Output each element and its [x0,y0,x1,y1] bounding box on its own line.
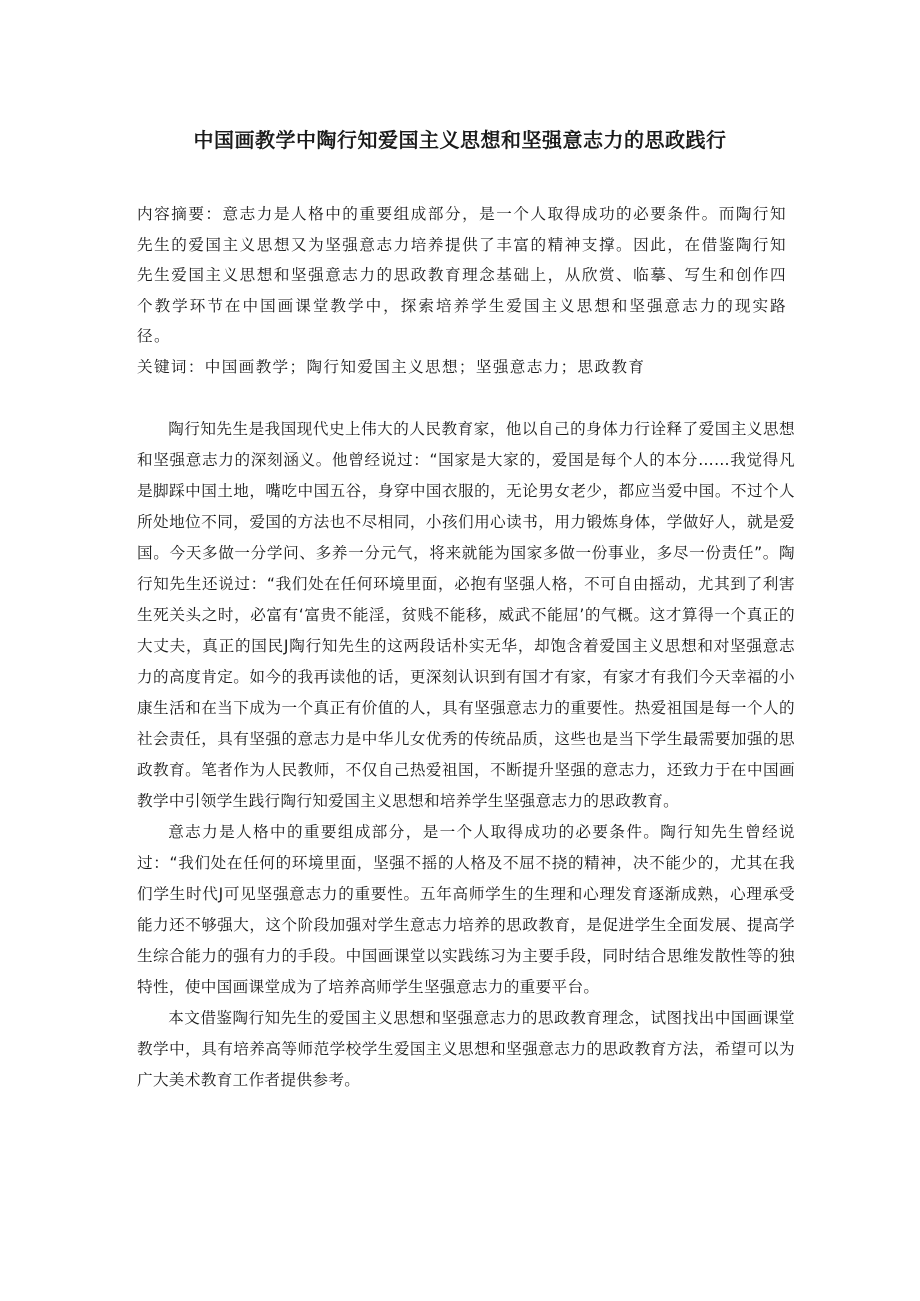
body-paragraph-2: 意志力是人格中的重要组成部分，是一个人取得成功的必要条件。陶行知先生曾经说过：“我们处在任何的环境里面，坚强不摇的人格及不屈不挠的精神，决不能少的，尤其在我们学生时代J可见坚强意志力的重要性。五年高师学生的生理和心理发育逐渐成熟，心理承受能力还不够强大，这个阶段加强对学生意志力培养的思政教育，是促进学生全面发展、提高学生综合能力的强有力的手段。中国画课堂以实践练习为主要手段，同时结合思维发散性等的独特性，使中国画课堂成为了培养高师学生坚强意志力的重要平台。 [137,823,795,996]
document-title: 中国画教学中陶行知爱国主义思想和坚强意志力的思政践行 [193,128,727,153]
abstract-text: 内容摘要：意志力是人格中的重要组成部分，是一个人取得成功的必要条件。而陶行知先生的爱国主义思想又为坚强意志力培养提供了丰富的精神支撑。因此，在借鉴陶行知先生爱国主义思想和坚强意志力的思政教育理念基础上，从欣赏、临摹、写生和创作四个教学环节在中国画课堂教学中，探索培养学生爱国主义思想和坚强意志力的现实路径。 [137,205,787,345]
body-paragraph-3: 本文借鉴陶行知先生的爱国主义思想和坚强意志力的思政教育理念，试图找出中国画课堂教学中，具有培养高等师范学校学生爱国主义思想和坚强意志力的思政教育方法，希望可以为广大美术教育工作者提供参考。 [137,1009,795,1089]
abstract-section [137,199,787,382]
body-paragraph-1: 陶行知先生是我国现代史上伟大的人民教育家，他以自己的身体力行诠释了爱国主义思想和坚强意志力的深刻涵义。他曾经说过：“国家是大家的，爱国是每个人的本分……我觉得凡是脚踩中国土地，嘴吃中国五谷，身穿中国衣服的，无论男女老少，都应当爱中国。不过个人所处地位不同，爱国的方法也不尽相同，小孩们用心读书，用力锻炼身体，学做好人，就是爱国。今天多做一分学问、多养一分元气，将来就能为国家多做一份事业，多尽一份责任”。陶行知先生还说过：“我们处在任何环境里面，必抱有坚强人格，不可自由摇动，尤其到了利害生死关头之时，必富有‘富贵不能淫，贫贱不能移，威武不能屈’的气概。这才算得一个真正的大丈夫，真正的国民J陶行知先生的这两段话朴实无华，却饱含着爱国主义思想和对坚强意志力的高度肯定。如今的我再读他的话，更深刻认识到有国才有家，有家才有我们今天幸福的小康生活和在当下成为一个真正有价值的人，具有坚强意志力的重要性。热爱祖国是每一个人的社会责任，具有坚强的意志力是中华儿女优秀的传统品质，这些也是当下学生最需要加强的思政教育。笔者作为人民教师，不仅自己热爱祖国，不断提升坚强的意志力，还致力于在中国画教学中引领学生践行陶行知爱国主义思想和培养学生坚强意志力的思政教育。 [137,420,795,810]
keywords-text: 关键词：中国画教学；陶行知爱国主义思想；坚强意志力；思政教育 [137,357,646,376]
body-section [137,414,795,1096]
